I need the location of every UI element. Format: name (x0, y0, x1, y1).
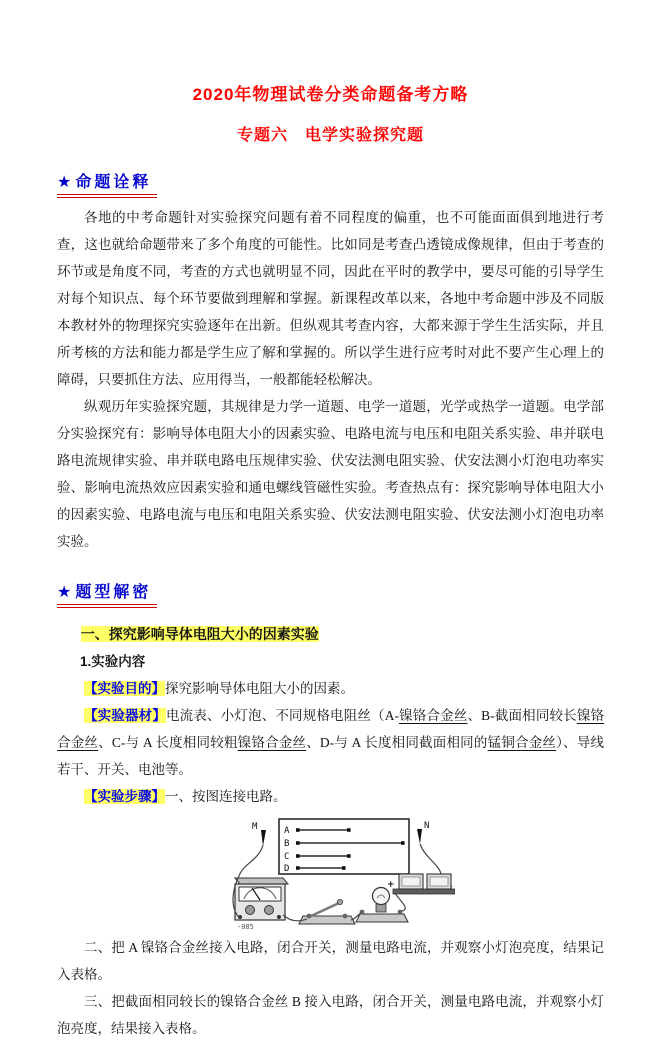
materials-underlined: 锰铜合金丝 (487, 735, 557, 750)
materials-seg: 、C-与 A 长度相同较粗 (98, 735, 238, 750)
steps-line (57, 783, 604, 810)
materials-underlined: 镍铬合金丝 (398, 708, 468, 723)
step2-line: 二、把 A 镍铬合金丝接入电路，闭合开关，测量电路电流，并观察小灯泡亮度，结果记入表格。 (57, 940, 604, 982)
purpose-text: 探究影响导体电阻大小的因素。 (165, 681, 354, 696)
materials-seg: 、B-截面相同较长 (467, 708, 577, 723)
meter-reading-text: -085 (237, 923, 254, 931)
section-title (57, 621, 604, 648)
knife-switch (299, 899, 355, 924)
section-title-text: 一、探究影响导体电阻大小的因素实验 (80, 626, 319, 642)
board-wire-d-label: D (284, 864, 290, 874)
ammeter (235, 878, 288, 931)
board-wire-c-label: C (284, 852, 290, 862)
circuit-diagram (227, 816, 455, 932)
star-icon: ★ (57, 174, 72, 191)
battery-pack (387, 874, 455, 894)
battery-plus-label: + (387, 880, 395, 890)
clip-m-label: M (252, 822, 258, 832)
materials-seg: 、D-与 A 长度相同截面相同的 (306, 735, 488, 750)
materials-underlined: 镍铬合金丝 (57, 708, 605, 750)
heading-tixing-jiemi (57, 579, 157, 605)
purpose-line (57, 675, 604, 702)
heading2-text: 题型解密 (75, 584, 152, 601)
step3-line: 三、把截面相同较长的镍铬合金丝 B 接入电路，闭合开关，测量电路电流，并观察小灯泡亮度，结果接入表格。 (57, 994, 604, 1036)
board-wire-b-label: B (284, 839, 290, 849)
heading1-text: 命题诠释 (75, 174, 152, 191)
materials-line (57, 702, 604, 783)
materials-seg: 电流表、小灯泡、不同规格电阻丝（A- (166, 708, 399, 723)
intro-paragraph-1: 各地的中考命题针对实验探究问题有着不同程度的偏重，也不可能面面俱到地进行考查，这也就给命题带来了多个角度的可能性。比如同是考查凸透镜成像规律，但由于考查的环节或是角度不同，考查的方式也就明显不同，因此在平时的教学中，要尽可能的引导学生对每个知识点、每个环节要做到理解和掌握。新课程改革以来，各地中考命题中涉及不同版本教材外的物理探究实验逐年在出新。但纵观其考查内容，大都来源于学生生活实际，并且所考核的方法和能力都是学生应了解和掌握的。所以学生进行应考时对此不要产生心理上的障碍，只要抓住方法、应用得当，一般都能轻松解决。 (57, 210, 604, 387)
document-subtitle: 专题六 电学实验探究题 (236, 127, 424, 144)
alligator-clip-m (239, 822, 266, 876)
materials-underlined: 镍铬合金丝 (237, 735, 307, 750)
resistance-board (279, 819, 409, 874)
content-heading: 1.实验内容 (79, 654, 146, 669)
wire-a-terminal (296, 828, 300, 832)
board-wire-a-label: A (284, 826, 290, 836)
step1-text: 一、按图连接电路。 (165, 789, 287, 804)
purpose-label: 【实验目的】 (84, 681, 165, 696)
star-icon: ★ (57, 584, 72, 601)
document-title: 2020年物理试卷分类命题备考方略 (192, 85, 469, 104)
clip-n-label: N (424, 821, 430, 831)
intro-paragraph-2: 纵观历年实验探究题，其规律是力学一道题、电学一道题，光学或热学一道题。电学部分实验探究有：影响导体电阻大小的因素实验、电路电流与电压和电阻关系实验、串并联电路电流规律实验、串并联电路电压规律实验、伏安法测电阻实验、伏安法测小灯泡电功率实验、影响电流热效应因素实验和通电螺线管磁性实验。考查热点有：探究影响导体电阻大小的因素实验、电路电流与电压和电阻关系实验、伏安法测电阻实验、伏安法测小灯泡电功率实验。 (57, 399, 604, 549)
materials-seg: ）、导线若干、开关、电池等。 (57, 735, 605, 777)
steps-label: 【实验步骤】 (84, 789, 165, 804)
heading-mingti-quanshi (57, 169, 157, 195)
materials-label: 【实验器材】 (84, 708, 167, 723)
